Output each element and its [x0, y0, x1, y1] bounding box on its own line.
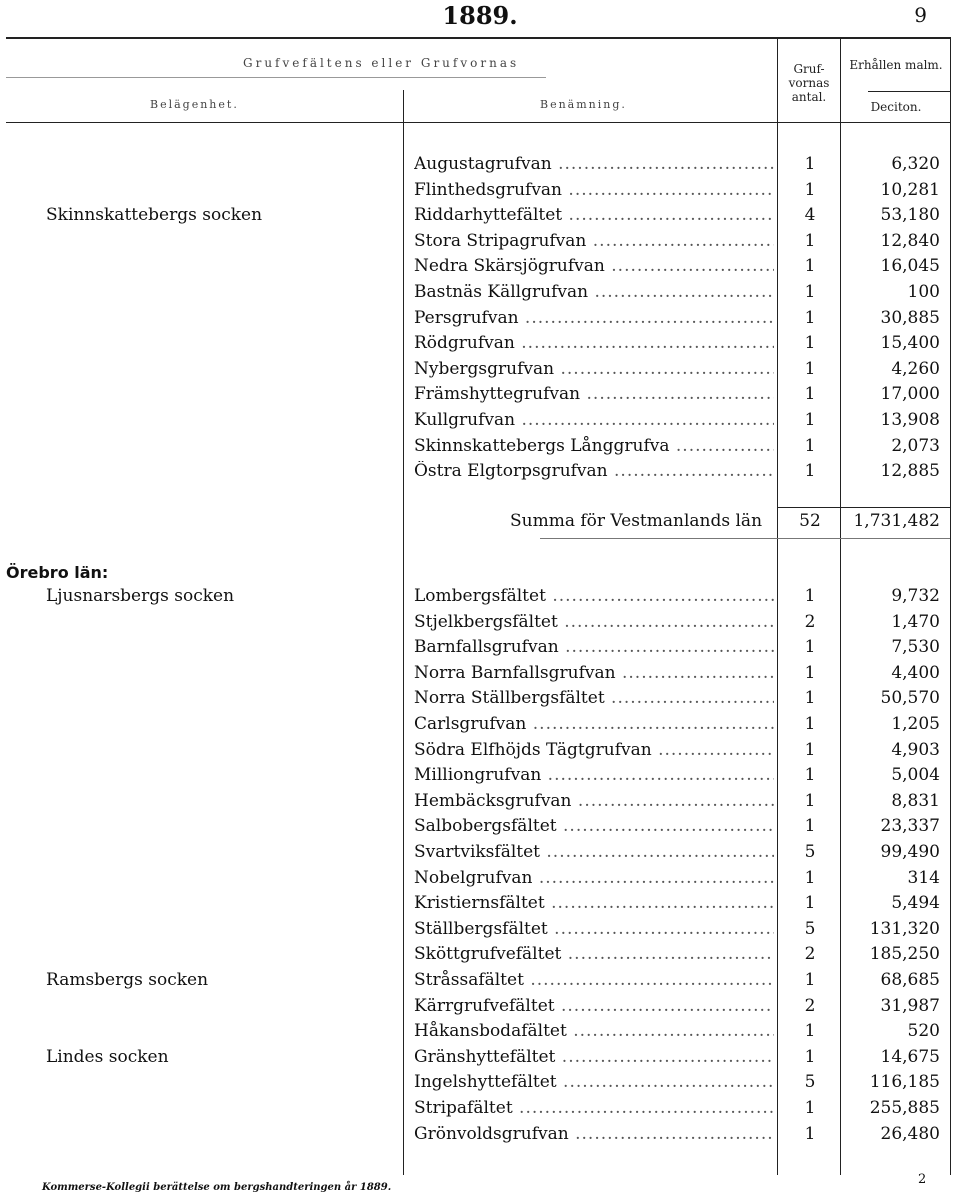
ore-value-cell: 1,205 [891, 714, 940, 734]
mine-name-cell: Milliongrufvan ..... [414, 765, 774, 785]
header-mid-rule [6, 77, 546, 78]
summary-count: 52 [799, 511, 821, 531]
table-row [0, 816, 960, 842]
table-row [0, 410, 960, 436]
table-row [0, 231, 960, 257]
mine-name-cell: Skinnskattebergs Långgrufva ..... [414, 436, 774, 456]
mine-name-cell: Ställbergsfältet ..... [414, 919, 774, 939]
table-row [0, 436, 960, 462]
mine-count-cell: 1 [804, 333, 816, 354]
table-top-rule [6, 37, 951, 39]
table-row [0, 359, 960, 385]
mine-name-cell: Nedra Skärsjögrufvan ..... [414, 256, 774, 276]
mine-name-cell: Gränshyttefältet ..... [414, 1047, 774, 1067]
mine-count-cell: 1 [804, 256, 816, 277]
mine-name-cell: Carlsgrufvan ..... [414, 714, 774, 734]
ore-value-cell: 2,073 [891, 435, 940, 456]
mine-count-cell: 2 [804, 611, 816, 632]
ore-value-cell: 26,480 [880, 1123, 940, 1144]
mine-count-cell: 1 [804, 435, 816, 456]
mine-name-cell: Södra Elfhöjds Tägtgrufvan ..... [414, 740, 774, 760]
mine-count-cell: 1 [804, 714, 816, 734]
summary-value: 1,731,482 [853, 511, 940, 531]
table-row [0, 333, 960, 359]
mine-count-cell: 1 [804, 662, 816, 683]
table-row [0, 1021, 960, 1047]
ore-value-cell: 5,494 [891, 893, 940, 914]
ore-value-cell: 8,831 [891, 790, 940, 811]
ore-value-cell: 4,903 [891, 739, 940, 760]
mine-name-cell: Riddarhyttefältet ..... [414, 205, 774, 225]
page-year: 1889. [442, 1, 518, 30]
ore-value-cell: 255,885 [869, 1098, 940, 1118]
ore-value-cell: 7,530 [891, 637, 940, 658]
ore-value-cell: 12,840 [880, 230, 940, 251]
header-group-title: Grufvefältens eller Grufvornas [243, 56, 520, 70]
ore-value-cell: 53,180 [880, 205, 940, 226]
summary-label: Summa för Vestmanlands län [510, 511, 763, 531]
ore-value-cell: 9,732 [891, 586, 940, 606]
mine-count-cell: 1 [804, 461, 816, 482]
mine-count-cell: 1 [804, 384, 816, 405]
county-heading: Örebro län: [6, 563, 109, 582]
table-row [0, 868, 960, 894]
mine-count-cell: 1 [804, 739, 816, 760]
ore-value-cell: 6,320 [891, 154, 940, 174]
table-row [0, 893, 960, 919]
ore-value-cell: 17,000 [880, 384, 940, 405]
table-row [0, 842, 960, 868]
header-bottom-rule [6, 122, 951, 123]
ore-value-cell: 16,045 [880, 256, 940, 277]
mine-name-cell: Främshyttegrufvan ..... [414, 384, 774, 404]
table-row [0, 1098, 960, 1124]
location-cell: Skinnskattebergs socken [46, 205, 263, 226]
mine-count-cell: 1 [804, 358, 816, 379]
ore-value-cell: 4,400 [891, 662, 940, 683]
mine-name-cell: Lombergsfältet ..... [414, 586, 774, 606]
mine-name-cell: Hembäcksgrufvan ..... [414, 791, 774, 811]
header-count-line: vornas [788, 76, 830, 90]
mine-name-cell: Ingelshyttefältet ..... [414, 1072, 774, 1092]
ore-value-cell: 314 [907, 867, 940, 888]
mine-count-cell: 5 [804, 842, 816, 862]
table-row [0, 688, 960, 714]
table-row [0, 637, 960, 663]
table-row [0, 180, 960, 206]
mine-name-cell: Rödgrufvan ..... [414, 333, 774, 353]
table-row [0, 1072, 960, 1098]
mine-name-cell: Persgrufvan ..... [414, 308, 774, 328]
mine-count-cell: 1 [804, 1021, 816, 1042]
ore-value-cell: 14,675 [880, 1046, 940, 1067]
signature-number: 2 [918, 1172, 927, 1187]
ore-value-cell: 131,320 [869, 918, 940, 939]
table-row [0, 919, 960, 945]
table-row [0, 996, 960, 1022]
mine-count-cell: 1 [804, 179, 816, 200]
mine-count-cell: 2 [804, 944, 816, 965]
mine-count-cell: 1 [804, 867, 816, 888]
header-ore-title: Erhållen malm. [849, 58, 943, 72]
mine-count-cell: 1 [804, 230, 816, 251]
mine-count-cell: 2 [804, 995, 816, 1016]
table-row [0, 791, 960, 817]
ore-value-cell: 5,004 [891, 765, 940, 786]
ore-value-cell: 185,250 [869, 944, 940, 965]
table-row [0, 384, 960, 410]
ore-value-cell: 520 [907, 1021, 940, 1042]
mine-count-cell: 1 [804, 1123, 816, 1144]
table-row [0, 1124, 960, 1150]
mine-count-cell: 1 [804, 637, 816, 658]
mine-name-cell: Grönvoldsgrufvan ..... [414, 1124, 774, 1144]
ore-value-cell: 50,570 [880, 688, 940, 709]
mine-name-cell: Barnfallsgrufvan ..... [414, 637, 774, 657]
ore-value-cell: 23,337 [880, 816, 940, 837]
header-ore-unit: Deciton. [870, 100, 922, 114]
mine-name-cell: Håkansbodafältet ..... [414, 1021, 774, 1041]
table-row [0, 256, 960, 282]
location-cell: Ljusnarsbergs socken [46, 586, 235, 606]
ore-value-cell: 68,685 [880, 970, 940, 990]
table-row [0, 663, 960, 689]
header-location: Belägenhet. [150, 98, 239, 111]
ore-header-rule [868, 91, 950, 92]
mine-count-cell: 4 [804, 205, 816, 226]
mine-name-cell: Stjelkbergsfältet ..... [414, 612, 774, 632]
table-row [0, 944, 960, 970]
table-row [0, 308, 960, 334]
ore-value-cell: 12,885 [880, 461, 940, 482]
ore-value-cell: 30,885 [880, 307, 940, 328]
ore-value-cell: 100 [907, 282, 940, 302]
mine-name-cell: Sköttgrufvefältet ..... [414, 944, 774, 964]
table-row [0, 714, 960, 740]
location-cell: Ramsbergs socken [46, 970, 209, 990]
mine-name-cell: Kärrgrufvefältet ..... [414, 996, 774, 1016]
summary-bottom-rule [540, 538, 950, 539]
mine-name-cell: Kristiernsfältet ..... [414, 893, 774, 913]
mine-name-cell: Norra Barnfallsgrufvan ..... [414, 663, 774, 683]
table-row [0, 205, 960, 231]
table-row [0, 282, 960, 308]
mine-count-cell: 1 [804, 893, 816, 914]
ore-value-cell: 116,185 [869, 1072, 940, 1093]
location-cell: Lindes socken [46, 1046, 169, 1067]
mine-count-cell: 5 [804, 1072, 816, 1093]
table-row [0, 1047, 960, 1073]
mine-name-cell: Stråssafältet ..... [414, 970, 774, 990]
ore-value-cell: 10,281 [880, 179, 940, 200]
ore-value-cell: 4,260 [891, 358, 940, 379]
mine-name-cell: Stora Stripagrufvan ..... [414, 231, 774, 251]
ore-value-cell: 13,908 [880, 410, 940, 430]
ore-value-cell: 15,400 [880, 333, 940, 354]
header-count-line: Gruf- [793, 62, 825, 76]
summary-top-rule [778, 507, 950, 508]
mine-count-cell: 1 [804, 816, 816, 837]
mine-count-cell: 1 [804, 765, 816, 786]
mine-name-cell: Östra Elgtorpsgrufvan ..... [414, 461, 774, 481]
mine-count-cell: 1 [804, 688, 816, 709]
header-name: Benämning. [540, 98, 627, 111]
ore-value-cell: 31,987 [880, 995, 940, 1016]
ore-value-cell: 1,470 [891, 611, 940, 632]
mine-count-cell: 1 [804, 154, 816, 174]
mine-name-cell: Salbobergsfältet ..... [414, 816, 774, 836]
header-count-line: antal. [791, 90, 827, 104]
mine-name-cell: Nobelgrufvan ..... [414, 868, 774, 888]
mine-count-cell: 1 [804, 1098, 816, 1118]
table-row [0, 765, 960, 791]
mine-count-cell: 1 [804, 282, 816, 302]
mine-count-cell: 1 [804, 586, 816, 606]
mine-name-cell: Bastnäs Källgrufvan ..... [414, 282, 774, 302]
table-row [0, 612, 960, 638]
mine-name-cell: Flinthedsgrufvan ..... [414, 180, 774, 200]
mine-name-cell: Kullgrufvan ..... [414, 410, 774, 430]
ore-value-cell: 99,490 [880, 842, 940, 862]
page-number: 9 [914, 3, 927, 27]
mine-count-cell: 1 [804, 790, 816, 811]
mine-count-cell: 1 [804, 1046, 816, 1067]
table-row [0, 970, 960, 996]
mine-name-cell: Norra Ställbergsfältet ..... [414, 688, 774, 708]
table-row [0, 154, 960, 180]
mine-count-cell: 1 [804, 410, 816, 430]
mine-count-cell: 1 [804, 970, 816, 990]
table-row [0, 586, 960, 612]
table-row [0, 461, 960, 487]
footer-source: Kommerse-Kollegii berättelse om bergshandteringen år 1889. [42, 1182, 392, 1193]
mine-count-cell: 1 [804, 307, 816, 328]
mine-name-cell: Stripafältet ..... [414, 1098, 774, 1118]
mine-name-cell: Nybergsgrufvan ..... [414, 359, 774, 379]
mine-name-cell: Augustagrufvan ..... [414, 154, 774, 174]
header-count [778, 62, 840, 104]
mine-count-cell: 5 [804, 918, 816, 939]
table-row [0, 740, 960, 766]
mine-name-cell: Svartviksfältet ..... [414, 842, 774, 862]
